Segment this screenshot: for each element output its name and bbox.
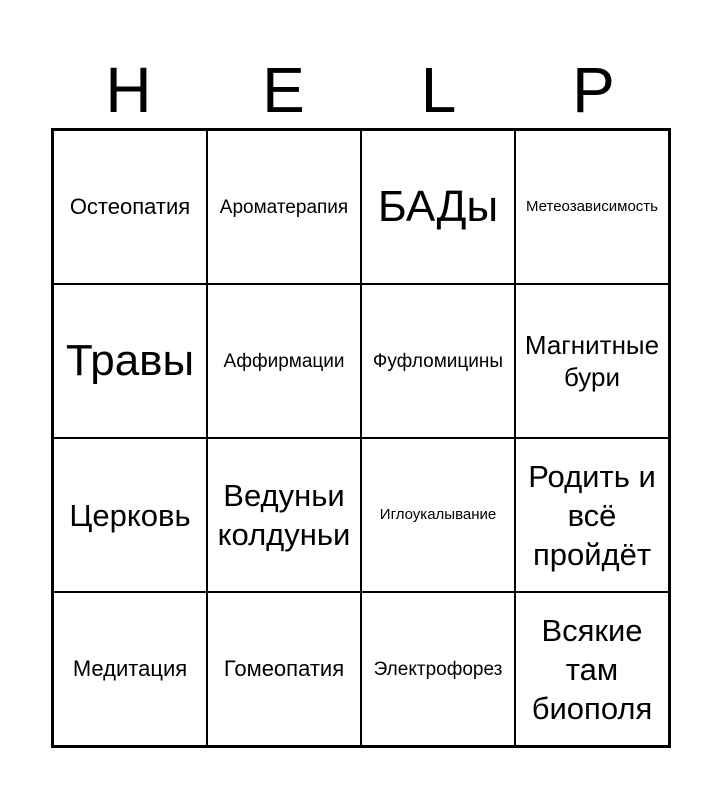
header-letter-p: P <box>572 54 615 126</box>
cell-label: Травы <box>65 336 195 385</box>
header-letter-l: L <box>420 54 457 126</box>
cell-label: Магнитные бури <box>524 330 660 392</box>
cell-label: Аффирмации <box>223 350 345 372</box>
cell-label: Остеопатия <box>69 194 191 219</box>
bingo-cell[interactable] <box>361 592 515 746</box>
bingo-cell[interactable] <box>361 284 515 438</box>
bingo-cell[interactable] <box>361 438 515 592</box>
bingo-board <box>51 128 671 748</box>
bingo-cell[interactable] <box>53 130 207 284</box>
bingo-cell[interactable] <box>207 284 361 438</box>
bingo-cell[interactable] <box>207 438 361 592</box>
cell-label: Ароматерапия <box>219 196 349 218</box>
header-letter-h: H <box>105 54 152 126</box>
bingo-cell[interactable] <box>515 592 669 746</box>
cell-label: Ведуньи колдуньи <box>217 478 351 552</box>
cell-label: Родить и всё пройдёт <box>528 458 656 572</box>
bingo-cell[interactable] <box>515 130 669 284</box>
cell-label: Церковь <box>69 497 191 533</box>
bingo-cell[interactable] <box>53 592 207 746</box>
cell-label: БАДы <box>377 182 499 231</box>
bingo-cell[interactable] <box>207 592 361 746</box>
bingo-cell[interactable] <box>53 438 207 592</box>
bingo-cell[interactable] <box>515 438 669 592</box>
cell-label: Электрофорез <box>373 658 503 680</box>
bingo-cell[interactable] <box>53 284 207 438</box>
cell-label: Гомеопатия <box>223 656 345 681</box>
bingo-cell[interactable] <box>207 130 361 284</box>
cell-label: Метеозависимость <box>525 198 658 215</box>
cell-label: Всякие там биополя <box>531 612 653 726</box>
bingo-cell[interactable] <box>515 284 669 438</box>
cell-label: Медитация <box>72 656 188 681</box>
cell-label: Иглоукалывание <box>379 506 497 523</box>
bingo-cell[interactable] <box>361 130 515 284</box>
header-letter-e: E <box>262 54 305 126</box>
bingo-header <box>51 52 671 128</box>
cell-label: Фуфломицины <box>372 350 504 372</box>
